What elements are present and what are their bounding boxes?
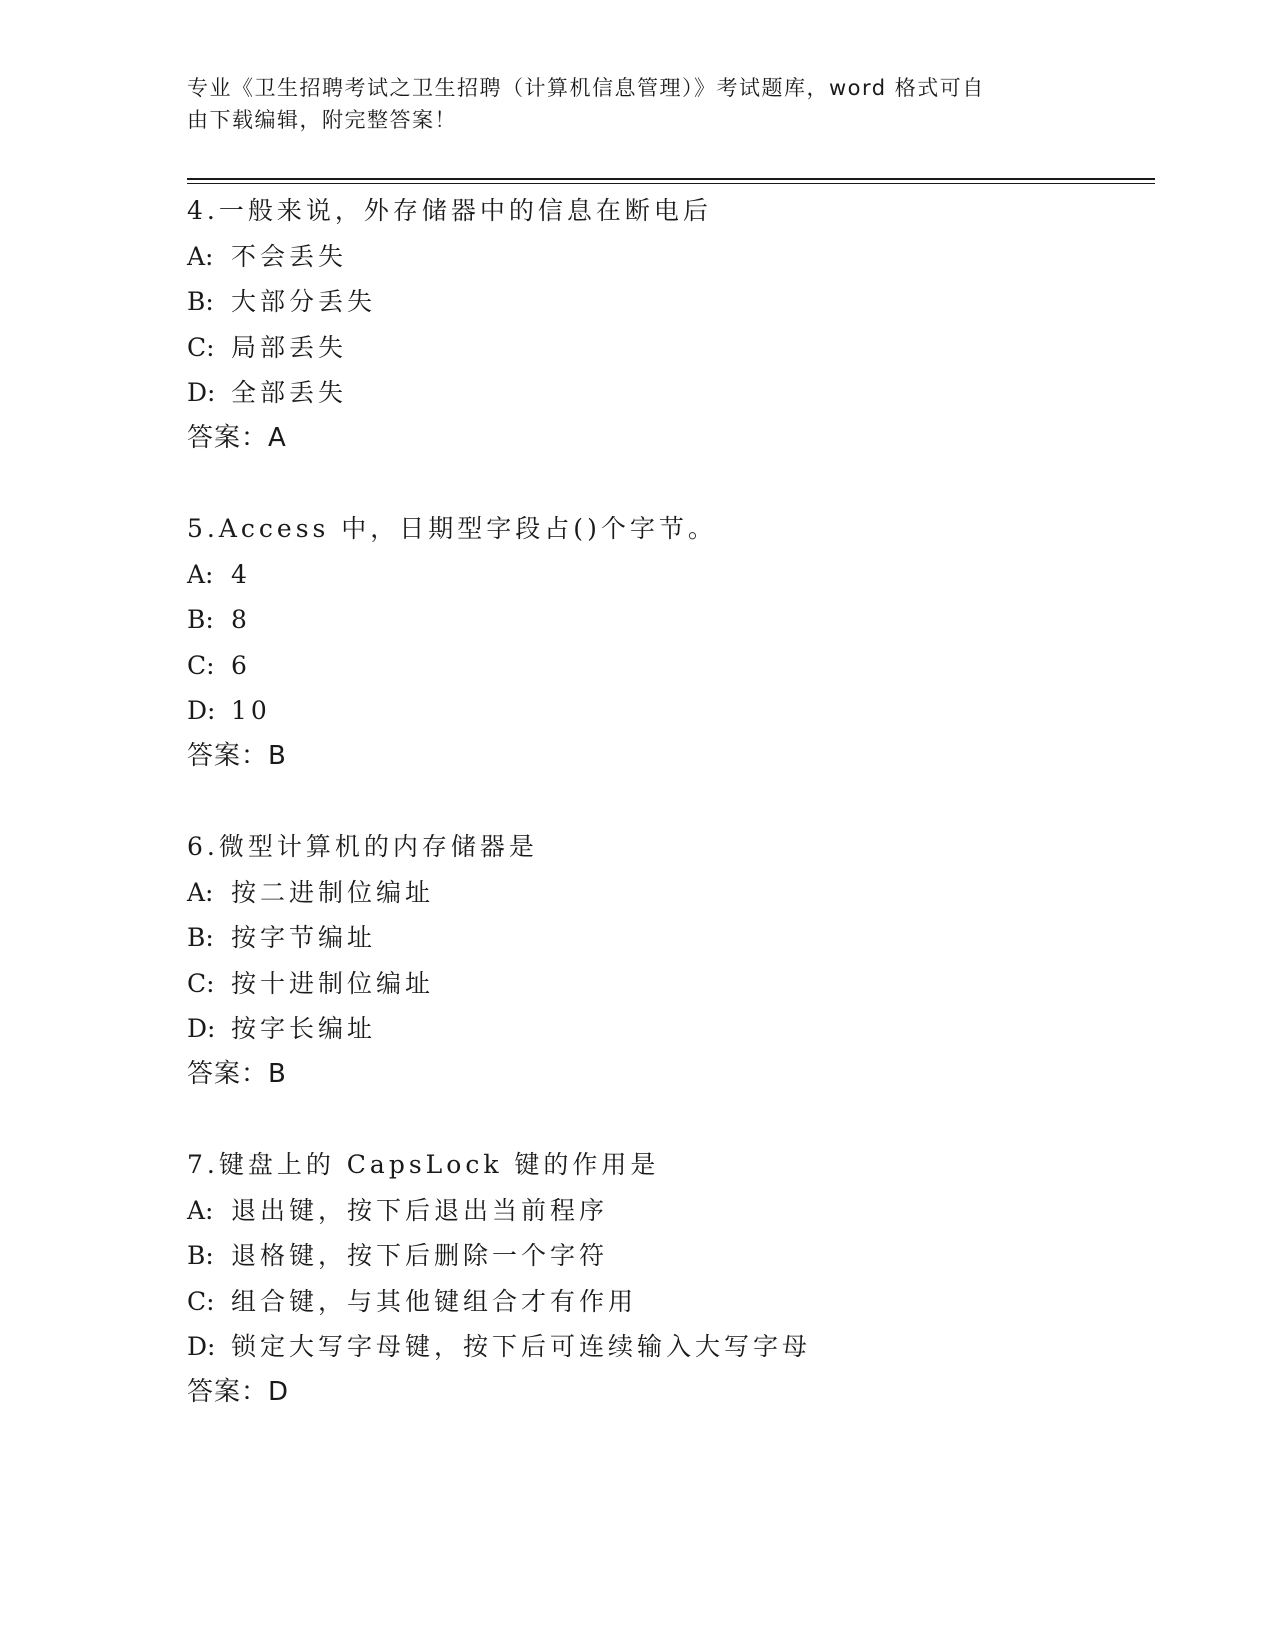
- option-text: 4: [231, 559, 251, 589]
- option-letter: A:: [187, 241, 214, 271]
- option-a: [187, 870, 1147, 916]
- option-letter: A:: [187, 559, 214, 589]
- answer-line: 答案：A: [187, 422, 287, 453]
- option-d: [187, 1324, 1147, 1370]
- option-text: 6: [231, 650, 251, 680]
- option-a: [187, 1188, 1147, 1234]
- question-stem: 6.微型计算机的内存储器是: [187, 832, 538, 861]
- option-letter: B:: [187, 287, 214, 316]
- option-text: 不会丢失: [231, 241, 348, 271]
- header-divider-thick: [187, 178, 1155, 180]
- option-text: 锁定大写字母键，按下后可连续输入大写字母: [231, 1332, 812, 1361]
- option-letter: C:: [187, 968, 215, 998]
- option-d: [187, 688, 1147, 734]
- option-text: 组合键，与其他键组合才有作用: [231, 1286, 638, 1316]
- question-stem: 4.一般来说，外存储器中的信息在断电后: [187, 196, 712, 225]
- question-stem: 7.键盘上的 CapsLock 键的作用是: [187, 1150, 660, 1179]
- option-text: 按十进制位编址: [231, 968, 435, 998]
- option-c: [187, 325, 1147, 371]
- option-a: [187, 552, 1147, 598]
- option-letter: C:: [187, 650, 215, 680]
- option-c: [187, 1279, 1147, 1325]
- option-letter: D:: [187, 696, 216, 725]
- header-divider-thin: [187, 183, 1155, 184]
- option-text: 按二进制位编址: [231, 877, 435, 907]
- option-b: [187, 279, 1147, 325]
- question-stem: 5.Access 中，日期型字段占()个字节。: [187, 514, 717, 543]
- answer-line: 答案：B: [187, 740, 287, 771]
- question-5: [187, 506, 1147, 779]
- option-letter: A:: [187, 877, 214, 907]
- document-header: [187, 72, 1067, 136]
- option-letter: A:: [187, 1195, 214, 1225]
- answer-line: 答案：B: [187, 1058, 287, 1089]
- option-text: 退格键，按下后删除一个字符: [231, 1241, 609, 1270]
- option-letter: C:: [187, 1286, 215, 1316]
- question-4: [187, 188, 1147, 461]
- option-letter: B:: [187, 605, 214, 634]
- option-text: 10: [231, 696, 271, 725]
- option-text: 按字长编址: [231, 1014, 377, 1043]
- header-line-2: 由下载编辑，附完整答案！: [187, 108, 457, 132]
- option-text: 退出键，按下后退出当前程序: [231, 1195, 609, 1225]
- option-b: [187, 915, 1147, 961]
- option-text: 按字节编址: [231, 923, 377, 952]
- option-d: [187, 1006, 1147, 1052]
- option-a: [187, 234, 1147, 280]
- option-d: [187, 370, 1147, 416]
- option-b: [187, 1233, 1147, 1279]
- question-list: [187, 188, 1147, 1415]
- option-letter: B:: [187, 1241, 214, 1270]
- option-letter: C:: [187, 332, 215, 362]
- question-7: [187, 1142, 1147, 1415]
- option-text: 大部分丢失: [231, 287, 377, 316]
- option-text: 局部丢失: [231, 332, 348, 362]
- option-text: 8: [231, 605, 251, 634]
- option-c: [187, 961, 1147, 1007]
- option-letter: D:: [187, 1014, 216, 1043]
- option-text: 全部丢失: [231, 378, 348, 407]
- question-6: [187, 824, 1147, 1097]
- answer-line: 答案：D: [187, 1376, 290, 1407]
- option-letter: B:: [187, 923, 214, 952]
- option-c: [187, 643, 1147, 689]
- option-letter: D:: [187, 378, 216, 407]
- option-b: [187, 597, 1147, 643]
- header-line-1: 专业《卫生招聘考试之卫生招聘（计算机信息管理）》考试题库，word 格式可自: [187, 76, 985, 100]
- option-letter: D:: [187, 1332, 216, 1361]
